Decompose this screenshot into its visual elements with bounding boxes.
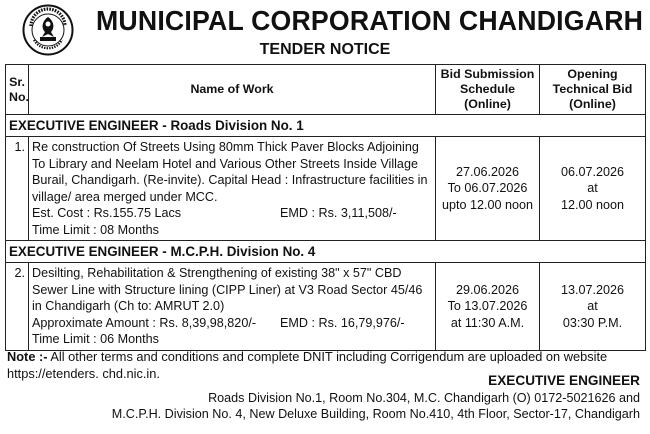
opening-date: 06.07.2026: [560, 164, 625, 179]
table-header-row: [6, 65, 646, 115]
address-line-2: M.C.P.H. Division No. 4, New Deluxe Building, Room No.410, 4th Floor, Sector-17, Chandigarh: [111, 407, 640, 421]
sr-number: 2.: [6, 263, 29, 351]
note-text: All other terms and conditions and complete DNIT including Corrigendum are uploaded on website https://etenders. chd.nic.in.: [7, 349, 608, 381]
bid-date: 29.06.2026: [455, 282, 520, 297]
work-description: Re construction Of Streets Using 80mm Thick Paver Blocks Adjoining To Library and Neelam Hotel and Various Other Streets Inside Village Burail, Chandigarh. (Re-invite). Capital Head : Infrastructure facilities in village/ area merged under MCC.: [32, 140, 428, 204]
section-row: [6, 115, 646, 137]
time-limit: Time Limit : 08 Months: [32, 222, 159, 237]
opening-date: 13.07.2026: [560, 282, 625, 297]
address-line-1: Roads Division No.1, Room No.304, M.C. Chandigarh (O) 0172-5021626 and: [208, 391, 640, 405]
signer-address: [112, 390, 640, 422]
work-description-cell: [29, 263, 436, 351]
time-limit: Time Limit : 06 Months: [32, 332, 159, 346]
cost-line: [32, 315, 432, 332]
notice-subtitle: TENDER NOTICE: [259, 41, 391, 58]
cost-line: [32, 205, 432, 222]
bid-schedule-cell: [436, 263, 540, 351]
opening-time: 03:30 P.M.: [562, 315, 623, 330]
bid-time: at 11:30 A.M.: [450, 315, 525, 330]
column-header-bid: Bid Submission Schedule (Online): [436, 65, 540, 115]
table-row: [6, 137, 646, 241]
bid-date: 27.06.2026: [455, 164, 520, 179]
sr-number: 1.: [6, 137, 29, 241]
signer-designation: EXECUTIVE ENGINEER: [488, 373, 640, 388]
note-label: Note :-: [7, 349, 48, 364]
column-header-work: Name of Work: [29, 65, 436, 115]
emd-amount: EMD : Rs. 16,79,976/-: [280, 315, 405, 330]
opening-cell: [540, 137, 646, 241]
bid-end-date: To 06.07.2026: [447, 181, 528, 196]
emd-amount: EMD : Rs. 3,11,508/-: [280, 206, 397, 220]
opening-cell: [540, 263, 646, 351]
section-heading: EXECUTIVE ENGINEER - M.C.P.H. Division No. 4: [6, 241, 646, 263]
opening-at: at: [587, 181, 598, 196]
bid-time: upto 12.00 noon: [441, 197, 534, 212]
tender-table: [5, 64, 646, 351]
table-row: [6, 263, 646, 351]
opening-at: at: [587, 299, 598, 313]
page-title: MUNICIPAL CORPORATION CHANDIGARH: [96, 5, 644, 36]
section-row: [6, 241, 646, 263]
estimated-cost: Est. Cost : Rs.155.75 Lacs: [32, 206, 182, 220]
column-header-sr: Sr. No.: [6, 65, 29, 115]
bid-schedule-cell: [436, 137, 540, 241]
column-header-opening: Opening Technical Bid (Online): [540, 65, 646, 115]
approximate-amount: Approximate Amount : Rs. 8,39,98,820/-: [32, 315, 257, 330]
opening-time: 12.00 noon: [560, 197, 625, 212]
section-heading: EXECUTIVE ENGINEER - Roads Division No. 1: [6, 115, 646, 137]
bid-end-date: To 13.07.2026: [447, 299, 528, 313]
work-description-cell: [29, 137, 436, 241]
work-description: Desilting, Rehabilitation & Strengthening of existing 38" x 57" CBD Sewer Line with Structure lining (CIPP Liner) at V3 Road Sector 45/46 in Chandigarh (Ch to: AMRUT 2.0): [32, 266, 423, 313]
